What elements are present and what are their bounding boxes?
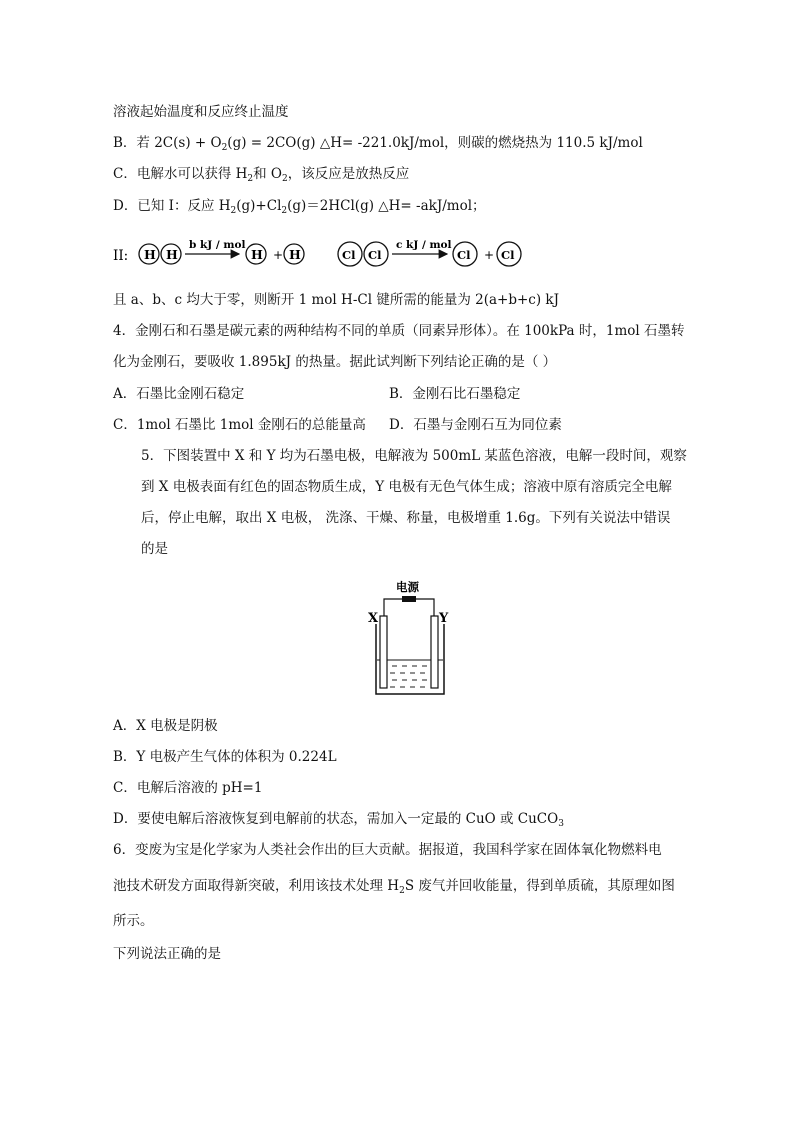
- option-b-carbon-combustion: B．若 $2C(s) + O_2(g) = 2CO(g)$ △H= -221.0kJ/mol，则碳的燃烧热为 110.5 kJ/mol: [113, 135, 643, 153]
- power-source-battery: [402, 596, 416, 602]
- question-5-option-b: B．Y 电极产生气体的体积为 0.224L: [113, 749, 337, 765]
- question-5-option-a: A．X 电极是阴极: [113, 718, 218, 734]
- plus-sign-1: +: [273, 248, 284, 262]
- cl-atom-label-4: Cl: [501, 248, 515, 262]
- question-6-line-1: 6．变废为宝是化学家为人类社会作出的巨大贡献。据报道，我国科学家在固体氧化物燃料电: [113, 842, 662, 858]
- c-energy-label: c kJ / mol: [396, 239, 452, 251]
- option-d-hcl-reaction: D．已知 I：反应 $H_2(g)+Cl_2(g)=2HCl(g)$ △H= -akJ/mol；: [113, 198, 486, 216]
- option-c-electrolysis-water: C．电解水可以获得 $H_2$和 $O_2$，该反应是放热反应: [113, 166, 410, 184]
- question-4-line-1: 4．金刚石和石墨是碳元素的两种结构不同的单质（同素异形体）。在 100kPa 时，1mol 石墨转: [113, 323, 685, 339]
- h-atom-label-1: H: [144, 247, 156, 262]
- bond-energy-scheme: [113, 238, 633, 278]
- solution-hatching: [390, 666, 427, 687]
- question-5-line-3: 后，停止电解，取出 X 电极， 洗涤、干燥、称量，电极增重 1.6g。下列有关说法中错误: [141, 510, 671, 526]
- h-atom-label-3: H: [251, 247, 263, 262]
- electrode-x-label: X: [368, 611, 379, 626]
- electrolysis-apparatus-figure: [364, 578, 454, 700]
- ii-label: II:: [113, 248, 129, 264]
- question-5-option-c: C．电解后溶液的 pH=1: [113, 780, 263, 796]
- question-4-line-2: 化为金刚石，要吸收 1.895kJ 的热量。据此试判断下列结论正确的是（ ）: [113, 354, 557, 370]
- electrode-y-label: Y: [439, 611, 449, 626]
- question-5-line-4: 的是: [141, 541, 168, 557]
- power-source-label: 电源: [396, 580, 419, 594]
- cl-atom-label-2: Cl: [368, 248, 382, 262]
- wire-right: [416, 599, 434, 618]
- electrode-x: [380, 616, 387, 688]
- electrode-y: [431, 616, 438, 688]
- question-5-line-2: 到 X 电极表面有红色的固态物质生成，Y 电极有无色气体生成；溶液中原有溶质完全电解: [141, 479, 672, 495]
- bond-scheme-svg: [113, 238, 633, 278]
- question-4-option-a: A．石墨比金刚石稳定: [113, 386, 245, 402]
- question-4-option-b: B．金刚石比石墨稳定: [389, 386, 521, 402]
- question-6-prompt: 下列说法正确的是: [113, 946, 221, 962]
- question-5-line-1: 5．下图装置中 X 和 Y 均为石墨电极，电解液为 500mL 某蓝色溶液，电解一段时间，观察: [141, 448, 687, 464]
- b-energy-label: b kJ / mol: [189, 239, 246, 251]
- text-line-hcl-bond-energy: 且 a、b、c 均大于零，则断开 1 mol H-Cl 键所需的能量为 2(a+b+c) kJ: [113, 292, 559, 308]
- text-line-solution-temperature: 溶液起始温度和反应终止温度: [113, 104, 289, 120]
- h-atom-label-4: H: [289, 247, 301, 262]
- question-6-line-2: 池技术研发方面取得新突破，利用该技术处理 $H_2S$ 废气并回收能量，得到单质硫，其原理如图: [113, 878, 675, 896]
- question-4-option-d: D．石墨与金刚石互为同位素: [389, 417, 562, 433]
- question-5-option-d: D．要使电解后溶液恢复到电解前的状态，需加入一定最的 CuO 或 CuCO$_3$: [113, 811, 564, 829]
- h-atom-label-2: H: [166, 247, 178, 262]
- plus-sign-2: +: [484, 248, 495, 262]
- cl-atom-label-3: Cl: [457, 248, 471, 262]
- wire-left: [384, 599, 402, 618]
- question-4-option-c: C．1mol 石墨比 1mol 金刚石的总能量高: [113, 417, 366, 433]
- cl-atom-label-1: Cl: [342, 248, 356, 262]
- question-6-line-3: 所示。: [113, 913, 154, 929]
